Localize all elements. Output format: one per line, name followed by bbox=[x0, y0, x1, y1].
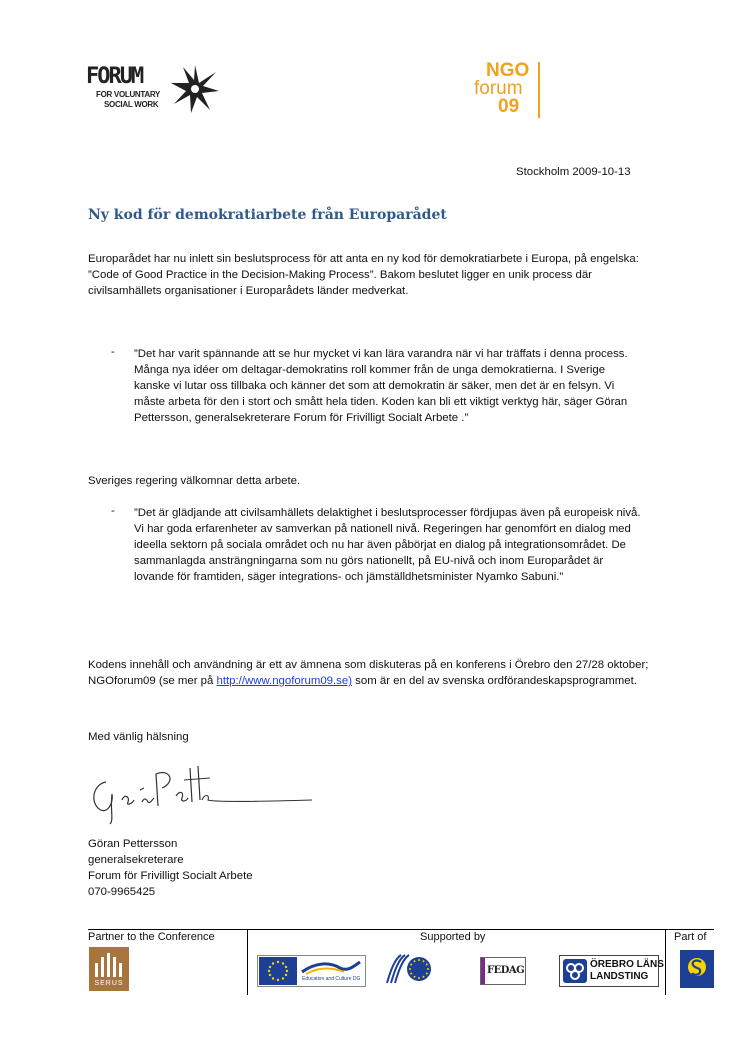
ngoforum-link[interactable]: http://www.ngoforum09.se) bbox=[216, 675, 353, 687]
bullet-dash: - bbox=[111, 346, 115, 358]
supported-label: Supported by bbox=[420, 931, 486, 943]
signature-org: Forum för Frivilligt Socialt Arbete bbox=[88, 870, 253, 882]
eu-flag-icon bbox=[259, 957, 297, 985]
part-of-label: Part of bbox=[674, 931, 707, 943]
conference-paragraph bbox=[88, 657, 654, 689]
signature-phone: 070-9965425 bbox=[88, 886, 156, 898]
orebro-lans-landsting-logo bbox=[559, 955, 664, 987]
conference-text-after: som är en del av svenska ordförandeskapsprogrammet. bbox=[352, 675, 637, 687]
serus-logo bbox=[89, 947, 129, 991]
ngo-logo-bar bbox=[538, 62, 540, 118]
footer-separator-right bbox=[665, 929, 666, 995]
ngo-logo-ngo: NGO bbox=[486, 60, 530, 81]
swoosh-icon bbox=[300, 958, 362, 976]
fedag-logo bbox=[480, 957, 526, 985]
date-line: Stockholm 2009-10-13 bbox=[516, 166, 631, 178]
page-title: Ny kod för demokratiarbete från Europarådet bbox=[88, 207, 447, 223]
forum-logo-word: FORUM bbox=[86, 64, 143, 89]
bullet-dash: - bbox=[111, 505, 115, 517]
fedag-bar bbox=[481, 958, 485, 984]
footer-divider bbox=[88, 929, 714, 930]
quote-pettersson: ”Det har varit spännande att se hur mycket vi kan lära varandra när vi har träffats i denna process. Många nya idéer om deltagar-demokratins roll kommer från de unga demokratierna. I Sverige kanske vi lutar oss tillbaka och känner det som att demokratin är säker, men det är en felsyn. Vi måste arbeta för den i stort och smått hela tiden. Koden kan bli ett viktigt verktyg här, säger Göran Pettersson, generalsekreterare Forum för Frivilligt Socialt Arbete .” bbox=[134, 348, 628, 424]
swedish-presidency-logo bbox=[680, 950, 714, 988]
conference-text-before: Kodens innehåll och användning är ett av ämnena som diskuteras på en konferens i Örebro den 27/28 oktober; NGOforum09 (se mer på bbox=[88, 659, 649, 687]
closing-line: Med vänlig hälsning bbox=[88, 731, 189, 743]
star-icon bbox=[170, 64, 220, 114]
orebro-line2: LANDSTING bbox=[590, 971, 649, 982]
fedag-text: FEDAG bbox=[487, 965, 525, 976]
partner-label: Partner to the Conference bbox=[88, 931, 215, 943]
signature-name: Göran Pettersson bbox=[88, 838, 178, 850]
intro-paragraph: Europarådet har nu inlett sin beslutsprocess för att anta en ny kod för demokratiarbete i Europa, på engelska: ”Code of Good Practice in the Decision-Making Process”. Bakom beslutet ligger en unik process där civilsamhällets organisationer i Europarådets länder medverkat. bbox=[88, 253, 639, 297]
serus-logo-text: SERUS bbox=[94, 980, 124, 987]
council-of-europe-logo bbox=[381, 951, 437, 987]
forum-logo-line1: FOR VOLUNTARY bbox=[96, 90, 161, 99]
ngo-logo-forum: forum bbox=[474, 78, 523, 99]
signature-role: generalsekreterare bbox=[88, 854, 184, 866]
government-line: Sveriges regering välkomnar detta arbete. bbox=[88, 475, 301, 487]
forum-logo-line2: SOCIAL WORK bbox=[104, 100, 159, 109]
quote-sabuni: ”Det är glädjande att civilsamhällets delaktighet i beslutsprocesser fördjupas även på europeisk nivå. Vi har goda erfarenheter av samverkan på nationell nivå. Regeringen har genomfört en dialog med ideella sektorn på sociala området och nu har även påbörjat en dialog på integrationsområdet. De sammanlagda ansträngningarna som nu görs nationellt, på EU-nivå och inom Europarådet är lovande för framtiden, säger integrations- och jämställdhetsminister Nyamko Sabuni.” bbox=[134, 507, 641, 583]
footer-separator-left bbox=[247, 929, 248, 995]
orebro-line1: ÖREBRO LÄNS bbox=[590, 959, 664, 970]
handwritten-signature bbox=[84, 760, 314, 830]
landsting-emblem-icon bbox=[563, 959, 587, 983]
eu-education-culture-logo bbox=[257, 955, 366, 987]
forum-logo bbox=[86, 64, 232, 114]
eu-caption: Education and Culture DG bbox=[302, 976, 361, 982]
ngo-logo-09: 09 bbox=[498, 96, 520, 117]
presidency-s-icon bbox=[685, 956, 709, 982]
serus-bars-icon bbox=[93, 951, 125, 977]
ngo-forum-logo bbox=[470, 60, 550, 130]
